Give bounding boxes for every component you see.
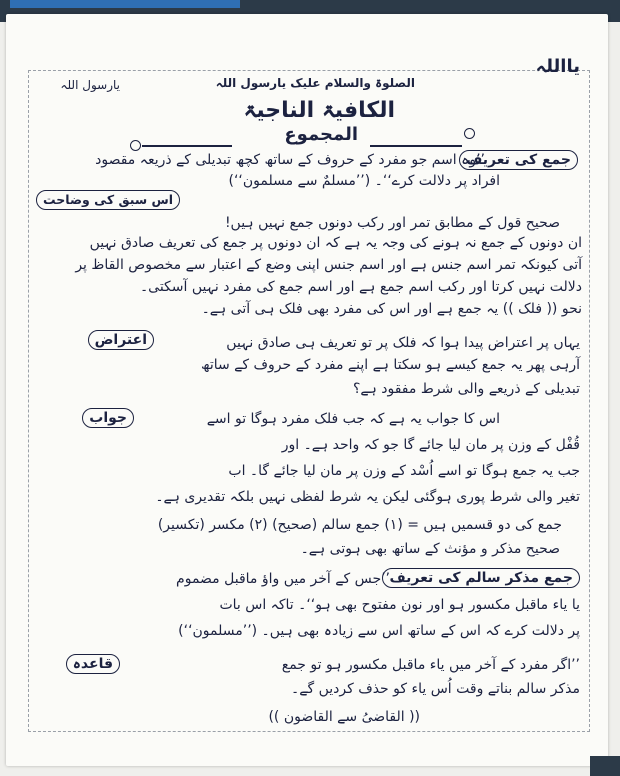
explanation-line-3: آتی کیونکہ تمر اسم جنس ہے اور اسم جنس اپنی وضع کے اعتبار سے مخصوص القاظ پر bbox=[75, 257, 582, 273]
scanner-edge-blue bbox=[10, 0, 240, 8]
rule-example: (( القاضیُ سے القاضون )) bbox=[268, 709, 420, 725]
explanation-line-1: صحیح قول کے مطابق تمر اور رکب دونوں جمع نہیں ہیں! bbox=[224, 215, 560, 231]
objection-line-1: یہاں پر اعتراض پیدا ہوا کہ فلک پر تو تعریف ہی صادق نہیں bbox=[226, 335, 580, 351]
ornament-circle-left bbox=[130, 140, 141, 151]
sound-plural-line-3: پر دلالت کرے کہ اس کے ساتھ اس سے زیادہ بھی ہیں۔ (’’مسلمون‘‘) bbox=[178, 623, 580, 639]
scanner-edge-bottom bbox=[590, 756, 620, 776]
definition-line-2: افراد پر دلالت کرے‘‘۔ (’’مسلمٌ سے مسلمون‘‘) bbox=[228, 173, 500, 189]
ornament-circle-right bbox=[464, 128, 475, 139]
section-heading-answer: جواب bbox=[82, 408, 134, 428]
explanation-line-4: دلالت نہیں کرتا اور رکب اسم جمع ہے اور اسم جمع کی مفرد نہیں آسکتی۔ bbox=[139, 279, 582, 295]
answer-line-2: قُفْل کے وزن پر مان لیا جائے گا جو کہ واحد ہے۔ اور bbox=[281, 437, 580, 453]
types-note-line: صحیح مذکر و مؤنث کے ساتھ بھی ہوتی ہے۔ bbox=[300, 541, 560, 557]
sound-plural-line-1: ’’جس کے آخر میں واؤ ماقبل مضموم bbox=[176, 571, 390, 587]
answer-line-4: تغیر والی شرط پوری ہوگئی لیکن یہ شرط لفظی نہیں بلکہ تقدیری ہے۔ bbox=[155, 489, 580, 505]
section-heading-definition: جمع کی تعریف bbox=[459, 150, 578, 170]
ornament-rule-left bbox=[142, 145, 232, 147]
rule-line-2: مذکر سالم بناتے وقت اُس یاء کو حذف کردیں گے۔ bbox=[291, 681, 580, 697]
ornament-rule-right bbox=[370, 145, 462, 147]
section-heading-objection: اعتراض bbox=[88, 330, 154, 350]
definition-line-1: ’’وہ اسم جو مفرد کے حروف کے ساتھ کچھ تبدیلی کے ذریعہ مقصود bbox=[95, 152, 485, 168]
header-right-corner: یااللہ bbox=[535, 56, 580, 77]
header-center: الصلوۃ والسلام علیک یارسول اللہ bbox=[215, 76, 415, 90]
answer-line-3: جب یہ جمع ہوگا تو اسے اُسْد کے وزن پر مان لیا جائے گا۔ اب bbox=[228, 463, 580, 479]
objection-line-3: تبدیلی کے ذریعے والی شرط مفقود ہے؟ bbox=[352, 381, 580, 397]
rule-line-1: ’’اگر مفرد کے آخر میں یاء ماقبل مکسور ہو تو جمع bbox=[281, 657, 580, 673]
sound-plural-line-2: یا یاء ماقبل مکسور ہو اور نون مفتوح بھی ہو‘‘۔ تاکہ اس بات bbox=[219, 597, 580, 613]
section-heading-sound-plural: جمع مذکر سالم کی تعریف bbox=[382, 568, 580, 588]
section-heading-explanation: اس سبق کی وضاحت bbox=[36, 190, 180, 210]
page-subtitle: المجموع bbox=[284, 124, 358, 145]
page-title: الکافیۃ الناجیۃ bbox=[243, 98, 395, 123]
section-heading-rule: قاعدہ bbox=[66, 654, 120, 674]
explanation-line-2: ان دونوں کے جمع نہ ہونے کی وجہ یہ ہے کہ ان دونوں پر جمع کی تعریف صادق نہیں bbox=[89, 235, 582, 251]
header-left-corner: یارسول اللہ bbox=[60, 78, 120, 92]
types-line: جمع کی دو قسمیں ہیں = (۱) جمع سالم (صحیح) (۲) مکسر (تکسیر) bbox=[157, 517, 562, 533]
answer-line-1: اس کا جواب یہ ہے کہ جب فلک مفرد ہوگا تو اسے bbox=[206, 411, 500, 427]
objection-line-2: آرہی پھر یہ جمع کیسے ہو سکتا ہے اپنے مفرد کے حروف کے ساتھ bbox=[200, 357, 580, 373]
explanation-line-5: نحو (( فلک )) یہ جمع ہے اور اس کی مفرد بھی فلک ہی آتی ہے۔ bbox=[201, 301, 582, 317]
